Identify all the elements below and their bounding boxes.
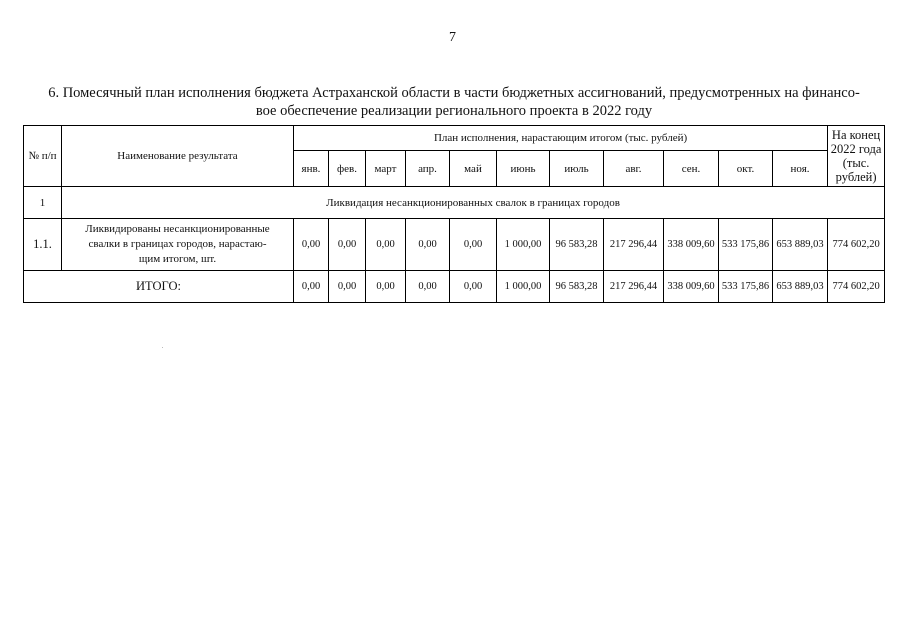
month-header: авг.: [604, 151, 664, 187]
page-number: 7: [449, 30, 456, 45]
section-heading: [24, 84, 884, 120]
month-header: апр.: [406, 151, 450, 187]
col-header-number: № п/п: [24, 126, 62, 187]
total-value: 533 175,86: [719, 271, 773, 303]
month-header: сен.: [664, 151, 719, 187]
month-value: 653 889,03: [773, 219, 828, 271]
result-name-line: свалки в границах городов, нарастаю-: [88, 238, 267, 250]
month-value: 96 583,28: [550, 219, 604, 271]
total-year-end-value: 774 602,20: [828, 271, 885, 303]
total-row: [24, 271, 885, 303]
month-value: 338 009,60: [664, 219, 719, 271]
year-end-line: рублей): [835, 170, 877, 184]
total-value: 338 009,60: [664, 271, 719, 303]
table-row: [24, 219, 885, 271]
total-value: 0,00: [450, 271, 497, 303]
month-value: 0,00: [450, 219, 497, 271]
month-value: 0,00: [329, 219, 366, 271]
month-header: март: [366, 151, 406, 187]
year-end-line: На конец: [831, 128, 881, 142]
budget-plan-table: [23, 125, 885, 303]
total-value: 217 296,44: [604, 271, 664, 303]
total-value: 0,00: [406, 271, 450, 303]
month-header: июль: [550, 151, 604, 187]
month-header: ноя.: [773, 151, 828, 187]
result-name: [62, 219, 294, 271]
total-value: 0,00: [294, 271, 329, 303]
total-label: ИТОГО:: [24, 271, 294, 303]
month-header: июнь: [497, 151, 550, 187]
month-value: 1 000,00: [497, 219, 550, 271]
col-header-result-name: Наименование результата: [62, 126, 294, 187]
month-value: 217 296,44: [604, 219, 664, 271]
col-header-plan: План исполнения, нарастающим итогом (тыс. рублей): [294, 126, 828, 151]
total-value: 0,00: [366, 271, 406, 303]
section-title: Ликвидация несанкционированных свалок в границах городов: [62, 187, 885, 219]
header-row-1: [24, 126, 885, 151]
month-header: май: [450, 151, 497, 187]
total-value: 1 000,00: [497, 271, 550, 303]
heading-line-1: 6. Помесячный план исполнения бюджета Астраханской области в части бюджетных ассигнований, предусмотренных на финансо-: [48, 85, 860, 101]
row-number: 1.1.: [24, 219, 62, 271]
month-value: 533 175,86: [719, 219, 773, 271]
section-row: [24, 187, 885, 219]
heading-line-2: вое обеспечение реализации регионального проекта в 2022 году: [255, 103, 653, 119]
result-name-line: щим итогом, шт.: [138, 253, 217, 265]
section-number: 1: [24, 187, 62, 219]
year-end-line: 2022 года: [830, 142, 882, 156]
col-header-year-end: [828, 126, 885, 187]
month-header: янв.: [294, 151, 329, 187]
total-value: 653 889,03: [773, 271, 828, 303]
total-value: 0,00: [329, 271, 366, 303]
year-end-value: 774 602,20: [828, 219, 885, 271]
month-value: 0,00: [406, 219, 450, 271]
result-name-line: Ликвидированы несанкционированные: [85, 223, 270, 235]
month-value: 0,00: [294, 219, 329, 271]
scan-speck: [162, 347, 163, 348]
month-header: окт.: [719, 151, 773, 187]
month-value: 0,00: [366, 219, 406, 271]
year-end-line: (тыс.: [842, 156, 870, 170]
month-header: фев.: [329, 151, 366, 187]
total-value: 96 583,28: [550, 271, 604, 303]
